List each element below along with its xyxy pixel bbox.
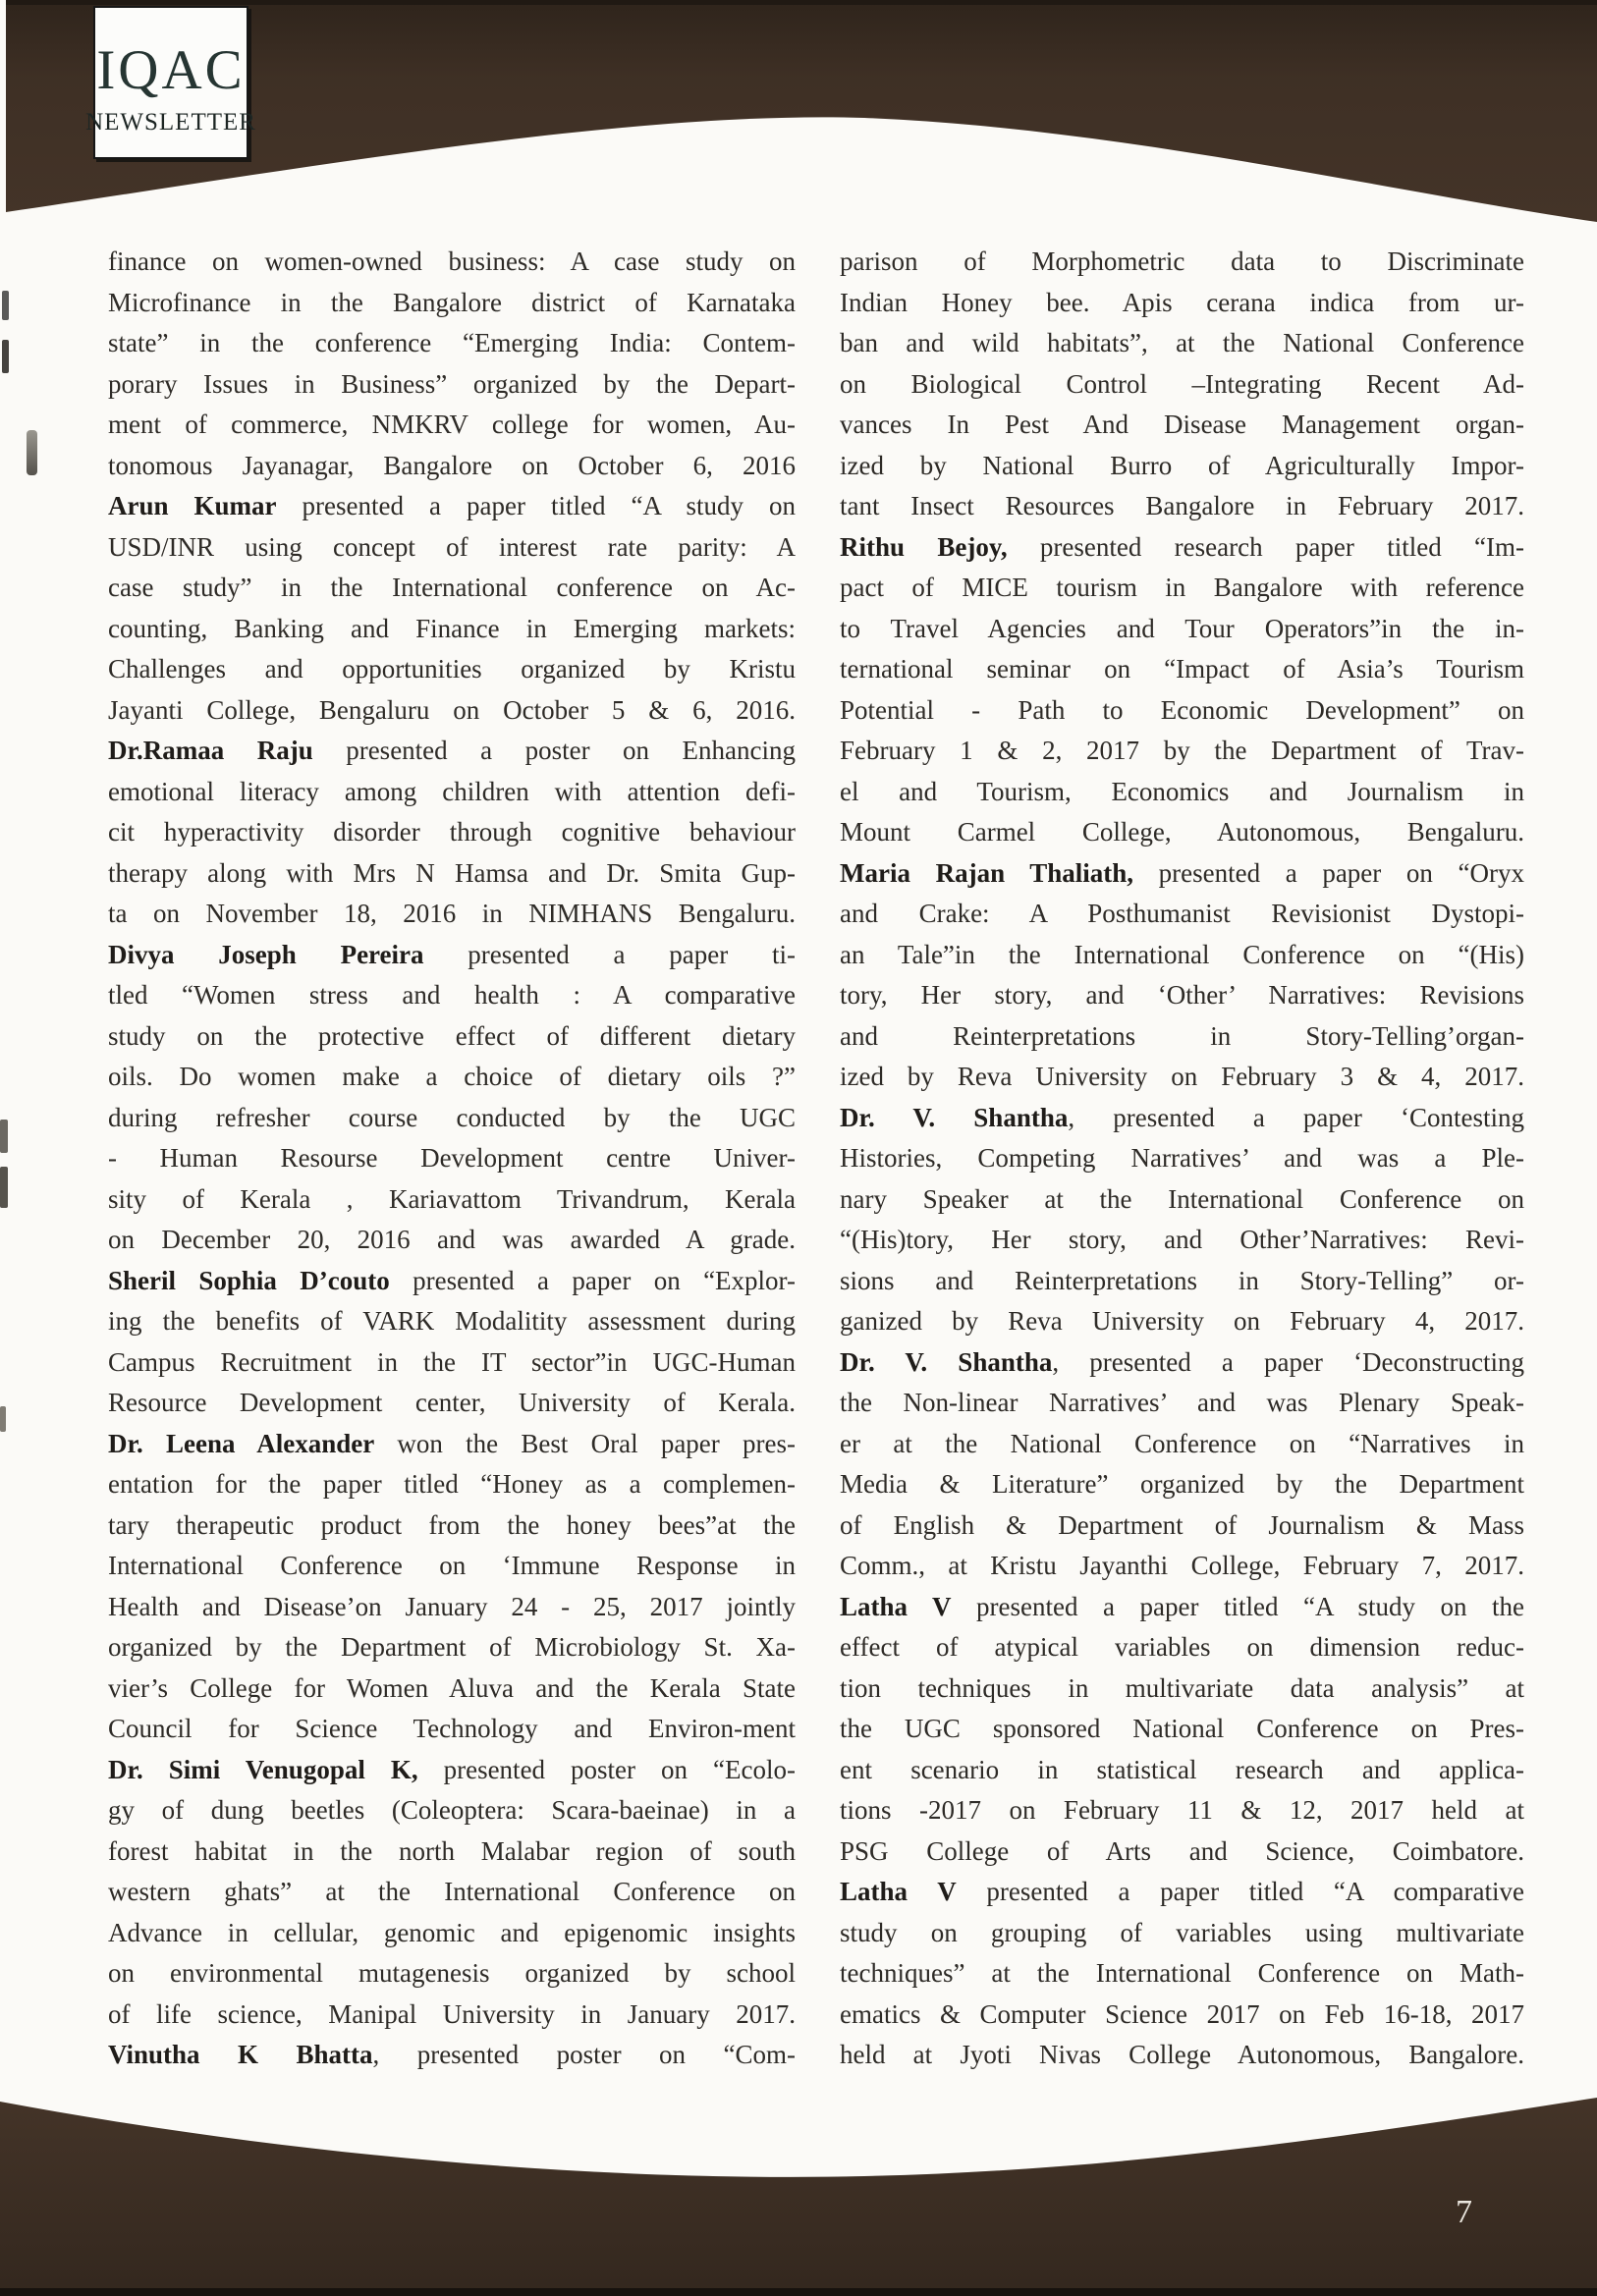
text-line: Challenges and opportunities organized by Kristu: [108, 654, 796, 683]
masthead-title: IQAC: [96, 38, 246, 101]
text-line: tory, Her story, and ‘Other’ Narratives: Revisions: [840, 980, 1524, 1010]
text-line: an Tale”in the International Conference on “(His): [840, 939, 1524, 969]
text-line: therapy along with Mrs N Hamsa and Dr. Smita Gup-: [108, 857, 796, 888]
text-line: vances In Pest And Disease Management organ-: [840, 410, 1524, 439]
text-line: ing the benefits of VARK Modalitity assessment during: [108, 1306, 796, 1336]
text-line: on Biological Control –Integrating Recent Ad-: [840, 368, 1524, 399]
text-line: Microfinance in the Bangalore district of Karnataka: [108, 287, 796, 317]
text-line: effect of atypical variables on dimension reduc-: [840, 1632, 1524, 1662]
text-line: ment of commerce, NMKRV college for women, Au-: [108, 410, 796, 439]
text-line: Campus Recruitment in the IT sector”in UGC-Human: [108, 1346, 796, 1377]
article-body: [108, 242, 1524, 2076]
text-line: Sheril Sophia D’couto presented a paper on “Explor-: [108, 1265, 796, 1295]
text-line: tion techniques in multivariate data analysis” at: [840, 1672, 1524, 1703]
text-line: emotional literacy among children with attention defi-: [108, 776, 796, 806]
scan-artifact: [27, 430, 37, 475]
text-line: on December 20, 2016 and was awarded A grade.: [108, 1225, 796, 1254]
text-line: ematics & Computer Science 2017 on Feb 16-18, 2017: [840, 1998, 1524, 2029]
text-line: Dr.Ramaa Raju presented a poster on Enhancing: [108, 736, 796, 765]
text-line: parison of Morphometric data to Discriminate: [840, 246, 1524, 276]
text-line: USD/INR using concept of interest rate parity: A: [108, 531, 796, 562]
text-line: western ghats” at the International Conference on: [108, 1877, 796, 1906]
text-line: cit hyperactivity disorder through cognitive behaviour: [108, 817, 796, 847]
text-line: tary therapeutic product from the honey bees”at the: [108, 1509, 796, 1540]
text-line: Council for Science Technology and Environ-ment: [108, 1714, 796, 1743]
text-line: counting, Banking and Finance in Emerging markets:: [108, 613, 796, 643]
text-line: el and Tourism, Economics and Journalism in: [840, 776, 1524, 806]
masthead-subtitle: NEWSLETTER: [85, 108, 256, 136]
text-line: sions and Reinterpretations in Story-Telling” or-: [840, 1265, 1524, 1295]
text-line: entation for the paper titled “Honey as a complemen-: [108, 1469, 796, 1499]
text-line: techniques” at the International Conference on Math-: [840, 1958, 1524, 1988]
text-line: Maria Rajan Thaliath, presented a paper on “Oryx: [840, 857, 1524, 888]
text-line: ized by Reva University on February 3 & 4, 2017.: [840, 1062, 1524, 1091]
masthead-logo-box: [85, 6, 256, 159]
text-line: er at the National Conference on “Narratives in: [840, 1428, 1524, 1458]
left-column: [108, 242, 796, 2076]
scan-artifact: [0, 1167, 8, 1208]
text-line: sity of Kerala , Kariavattom Trivandrum, Kerala: [108, 1183, 796, 1214]
text-line: gy of dung beetles (Coleoptera: Scara-baeinae) in a: [108, 1795, 796, 1825]
scan-artifact: [0, 1406, 6, 1432]
text-line: ent scenario in statistical research and applica-: [840, 1754, 1524, 1784]
text-line: tled “Women stress and health : A comparative: [108, 980, 796, 1010]
text-line: study on the protective effect of different dietary: [108, 1020, 796, 1051]
text-line: state” in the conference “Emerging India: Contem-: [108, 328, 796, 357]
text-line: ized by National Burro of Agriculturally Impor-: [840, 450, 1524, 480]
text-line: vier’s College for Women Aluva and the Kerala State: [108, 1672, 796, 1703]
text-line: case study” in the International conference on Ac-: [108, 573, 796, 602]
text-line: ganized by Reva University on February 4, 2017.: [840, 1306, 1524, 1336]
text-line: of English & Department of Journalism & Mass: [840, 1509, 1524, 1540]
text-line: held at Jyoti Nivas College Autonomous, Bangalore.: [840, 2040, 1524, 2069]
text-line: Dr. V. Shantha, presented a paper ‘Contesting: [840, 1102, 1524, 1132]
text-line: porary Issues in Business” organized by the Depart-: [108, 368, 796, 399]
text-line: tions -2017 on February 11 & 12, 2017 held at: [840, 1795, 1524, 1825]
page-bottom-edge: [0, 2288, 1597, 2296]
text-line: tant Insect Resources Bangalore in February 2017.: [840, 491, 1524, 520]
scan-artifact: [2, 291, 9, 320]
text-line: Mount Carmel College, Autonomous, Bengaluru.: [840, 817, 1524, 847]
text-line: and Crake: A Posthumanist Revisionist Dystopi-: [840, 899, 1524, 928]
scan-artifact: [2, 340, 9, 373]
text-line: “(His)tory, Her story, and Other’Narratives: Revi-: [840, 1225, 1524, 1254]
text-line: Divya Joseph Pereira presented a paper ti-: [108, 939, 796, 969]
text-line: Dr. Simi Venugopal K, presented poster on “Ecolo-: [108, 1754, 796, 1784]
text-line: PSG College of Arts and Science, Coimbatore.: [840, 1835, 1524, 1866]
text-line: - Human Resourse Development centre Univer-: [108, 1143, 796, 1173]
text-line: of life science, Manipal University in January 2017.: [108, 1998, 796, 2029]
text-line: Potential - Path to Economic Development” on: [840, 694, 1524, 725]
text-line: finance on women-owned business: A case study on: [108, 246, 796, 276]
scan-artifact: [0, 1120, 8, 1153]
text-line: nary Speaker at the International Conference on: [840, 1183, 1524, 1214]
text-line: Dr. Leena Alexander won the Best Oral paper pres-: [108, 1428, 796, 1458]
text-line: Arun Kumar presented a paper titled “A study on: [108, 491, 796, 520]
text-line: Rithu Bejoy, presented research paper titled “Im-: [840, 531, 1524, 562]
text-line: during refresher course conducted by the UGC: [108, 1102, 796, 1132]
text-line: Media & Literature” organized by the Department: [840, 1469, 1524, 1499]
text-line: Comm., at Kristu Jayanthi College, February 7, 2017.: [840, 1551, 1524, 1580]
text-line: pact of MICE tourism in Bangalore with reference: [840, 573, 1524, 602]
text-line: oils. Do women make a choice of dietary oils ?”: [108, 1062, 796, 1091]
text-line: Indian Honey bee. Apis cerana indica from ur-: [840, 287, 1524, 317]
text-line: Latha V presented a paper titled “A comparative: [840, 1877, 1524, 1906]
text-line: on environmental mutagenesis organized by school: [108, 1958, 796, 1988]
text-line: forest habitat in the north Malabar region of south: [108, 1835, 796, 1866]
text-line: Jayanti College, Bengaluru on October 5 & 6, 2016.: [108, 694, 796, 725]
text-line: Histories, Competing Narratives’ and was a Ple-: [840, 1143, 1524, 1173]
text-line: Dr. V. Shantha, presented a paper ‘Deconstructing: [840, 1346, 1524, 1377]
text-line: Resource Development center, University of Kerala.: [108, 1388, 796, 1417]
right-column: [840, 242, 1524, 2076]
text-line: organized by the Department of Microbiology St. Xa-: [108, 1632, 796, 1662]
text-line: Advance in cellular, genomic and epigenomic insights: [108, 1917, 796, 1947]
text-line: Health and Disease’on January 24 - 25, 2017 jointly: [108, 1591, 796, 1621]
footer-band: [0, 2090, 1597, 2296]
text-line: and Reinterpretations in Story-Telling’organ-: [840, 1020, 1524, 1051]
text-line: Vinutha K Bhatta, presented poster on “Com-: [108, 2040, 796, 2069]
text-line: ta on November 18, 2016 in NIMHANS Bengaluru.: [108, 899, 796, 928]
text-line: to Travel Agencies and Tour Operators”in the in-: [840, 613, 1524, 643]
text-line: study on grouping of variables using multivariate: [840, 1917, 1524, 1947]
text-line: Latha V presented a paper titled “A study on the: [840, 1591, 1524, 1621]
text-line: February 1 & 2, 2017 by the Department of Trav-: [840, 736, 1524, 765]
text-line: the Non-linear Narratives’ and was Plenary Speak-: [840, 1388, 1524, 1417]
text-line: the UGC sponsored National Conference on Pres-: [840, 1714, 1524, 1743]
text-line: tonomous Jayanagar, Bangalore on October 6, 2016: [108, 450, 796, 480]
text-line: International Conference on ‘Immune Response in: [108, 1551, 796, 1580]
text-line: ban and wild habitats”, at the National Conference: [840, 328, 1524, 357]
page-number: 7: [1456, 2194, 1473, 2230]
text-line: ternational seminar on “Impact of Asia’s Tourism: [840, 654, 1524, 683]
